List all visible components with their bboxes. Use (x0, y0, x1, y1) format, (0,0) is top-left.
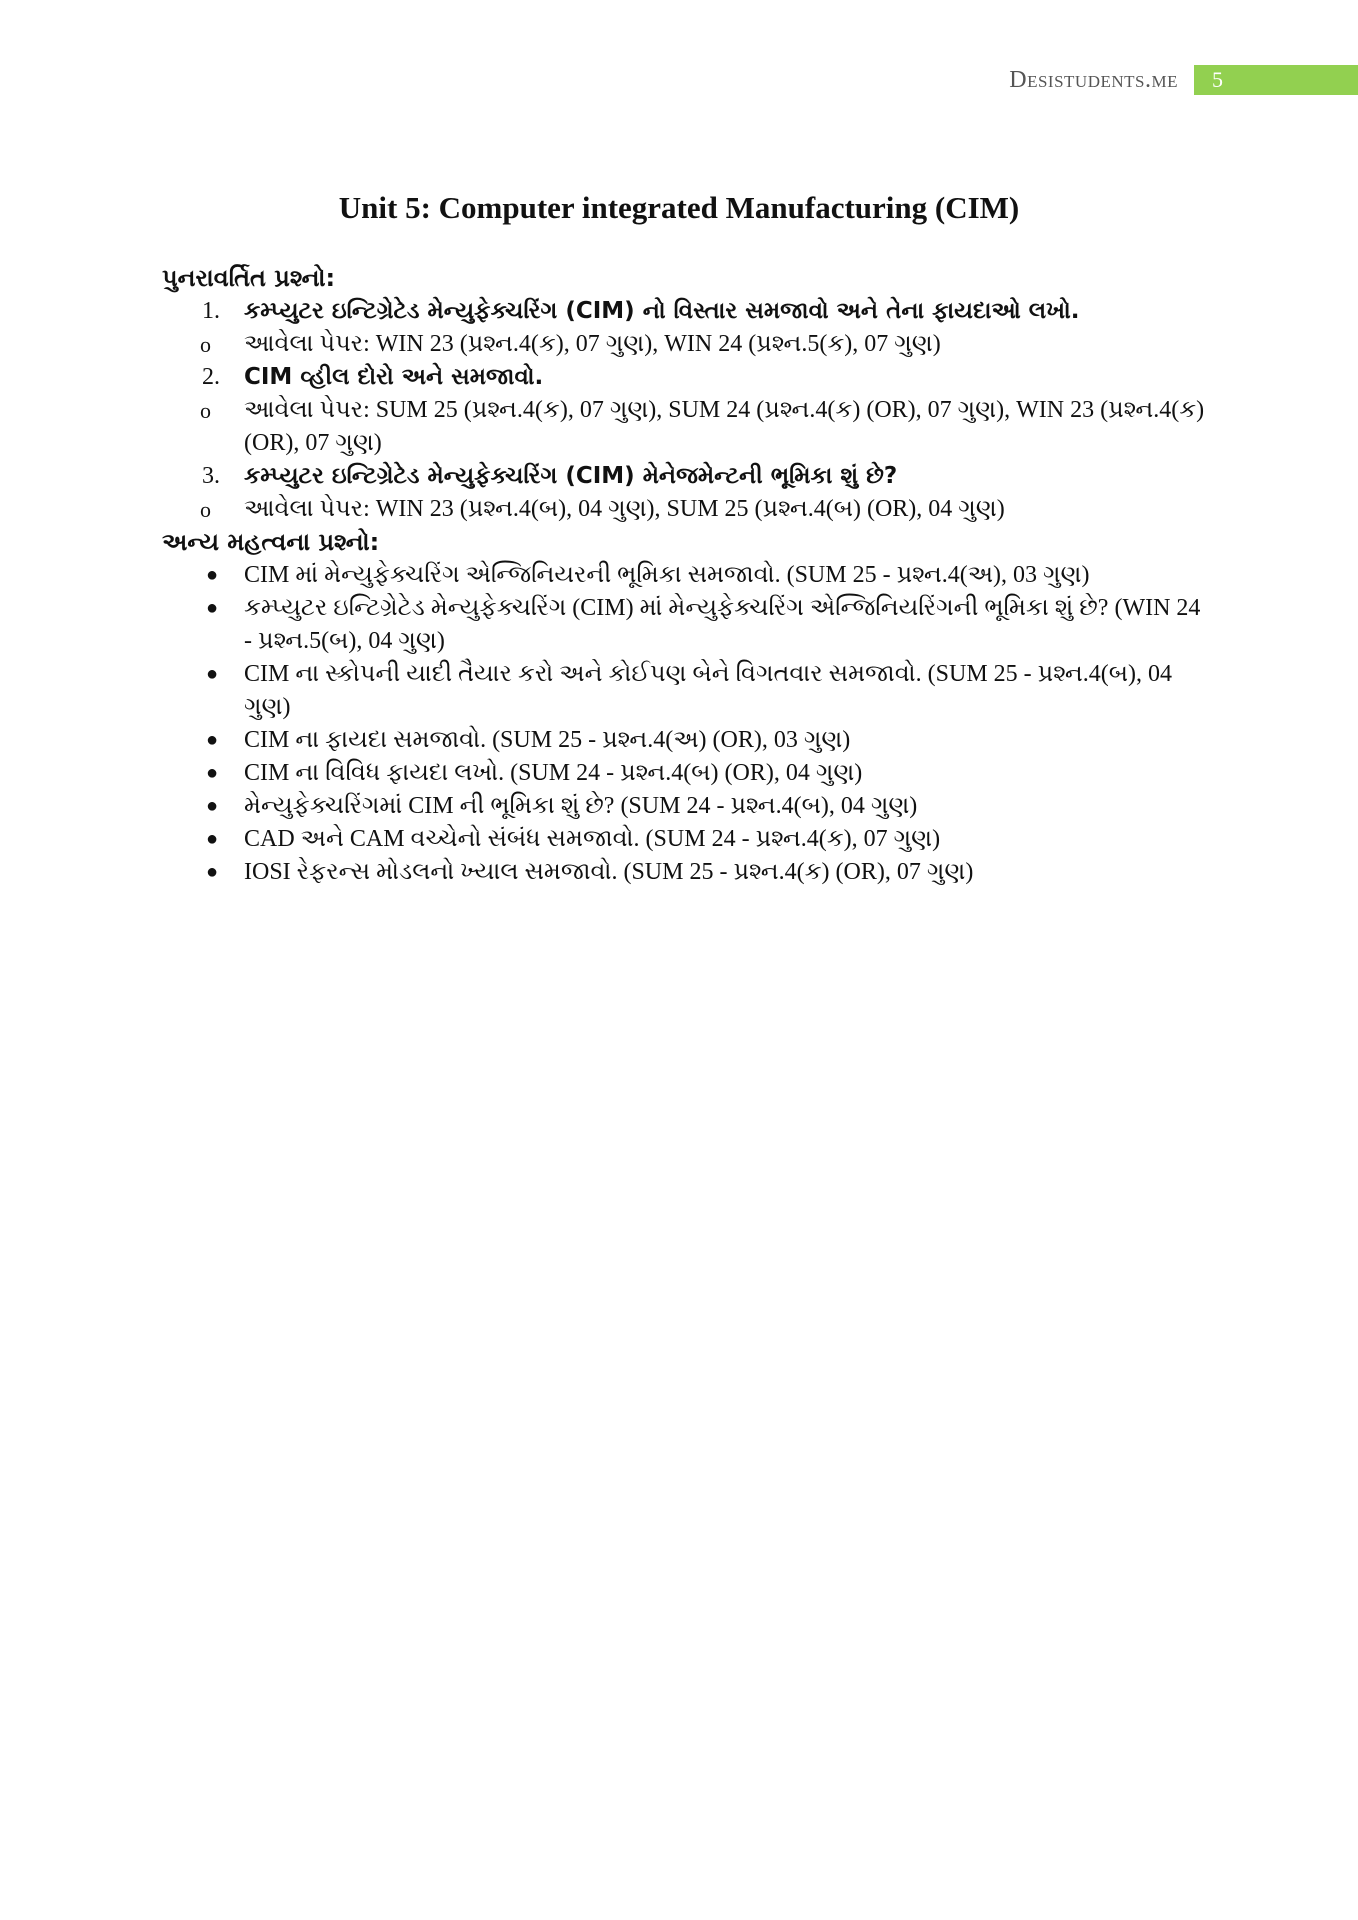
circle-bullet-icon: o (200, 332, 211, 357)
question-text: કમ્પ્યુટર ઇન્ટિગ્રેટેડ મેન્યુફેક્ચરિંગ (CIM) મેનેજમેન્ટની ભૂમિકા શું છે? (244, 463, 898, 489)
paper-list (162, 328, 1212, 361)
paper-list (162, 394, 1212, 460)
paper-list (162, 493, 1212, 526)
repeated-questions-list (162, 460, 1212, 493)
other-questions-list (162, 559, 1212, 889)
question-number: 1. (202, 298, 220, 324)
list-item: ● CIM ના વિવિધ ફાયદા લખો. (SUM 24 - પ્રશ્ન.4(બ) (OR), 04 ગુણ) (162, 757, 1212, 790)
repeated-questions-list (162, 361, 1212, 394)
question-item (162, 361, 1212, 394)
list-item: ● મેન્યુફેક્ચરિંગમાં CIM ની ભૂમિકા શું છે? (SUM 24 - પ્રશ્ન.4(બ), 04 ગુણ) (162, 790, 1212, 823)
circle-bullet-icon: o (200, 497, 211, 522)
bullet-icon: ● (206, 861, 219, 883)
repeated-questions-heading: પુનરાવર્તિત પ્રશ્નો: (162, 264, 336, 292)
list-item: ● CIM માં મેન્યુફેક્ચરિંગ એન્જિનિયરની ભૂમિકા સમજાવો. (SUM 25 - પ્રશ્ન.4(અ), 03 ગુણ) (162, 559, 1212, 592)
list-item: ● કમ્પ્યુટર ઇન્ટિગ્રેટેડ મેન્યુફેક્ચરિંગ (CIM) માં મેન્યુફેક્ચરિંગ એન્જિનિયરિંગની ભૂમિકા શું છે? (WIN 24 - પ્રશ્ન.5(બ), 04 ગુણ) (162, 592, 1212, 658)
question-number: 3. (202, 463, 220, 489)
list-item: ● IOSI રેફરન્સ મોડલનો ખ્યાલ સમજાવો. (SUM 25 - પ્રશ્ન.4(ક) (OR), 07 ગુણ) (162, 856, 1212, 889)
site-name: Desistudents.me (1009, 66, 1178, 93)
other-questions-heading: અન્ય મહત્વના પ્રશ્નો: (162, 528, 380, 556)
bullet-icon: ● (206, 795, 219, 817)
question-text: કમ્પ્યુટર ઇન્ટિગ્રેટેડ મેન્યુફેક્ચરિંગ (CIM) નો વિસ્તાર સમજાવો અને તેના ફાયદાઓ લખો. (244, 298, 1080, 324)
bullet-icon: ● (206, 663, 219, 685)
bullet-icon: ● (206, 597, 219, 619)
question-text: CIM વ્હીલ દોરો અને સમજાવો. (244, 364, 544, 390)
paper-item: o આવેલા પેપર: WIN 23 (પ્રશ્ન.4(બ), 04 ગુણ), SUM 25 (પ્રશ્ન.4(બ) (OR), 04 ગુણ) (244, 493, 1212, 526)
circle-bullet-icon: o (200, 398, 211, 423)
list-item: ● CAD અને CAM વચ્ચેનો સંબંધ સમજાવો. (SUM 24 - પ્રશ્ન.4(ક), 07 ગુણ) (162, 823, 1212, 856)
question-item (162, 460, 1212, 493)
page-title: Unit 5: Computer integrated Manufacturing (CIM) (338, 190, 1020, 225)
page-header (1009, 66, 1358, 94)
repeated-questions-list (162, 295, 1212, 328)
paper-item: o આવેલા પેપર: WIN 23 (પ્રશ્ન.4(ક), 07 ગુણ), WIN 24 (પ્રશ્ન.5(ક), 07 ગુણ) (244, 328, 1212, 361)
page-number: 5 (1194, 65, 1358, 95)
bullet-icon: ● (206, 564, 219, 586)
bullet-icon: ● (206, 762, 219, 784)
bullet-icon: ● (206, 729, 219, 751)
question-number: 2. (202, 364, 220, 390)
document-body (162, 262, 1212, 889)
paper-item: o આવેલા પેપર: SUM 25 (પ્રશ્ન.4(ક), 07 ગુણ), SUM 24 (પ્રશ્ન.4(ક) (OR), 07 ગુણ), WIN 23 (પ્રશ્ન.4(ક) (OR), 07 ગુણ) (244, 394, 1212, 460)
question-item (162, 295, 1212, 328)
list-item: ● CIM ના ફાયદા સમજાવો. (SUM 25 - પ્રશ્ન.4(અ) (OR), 03 ગુણ) (162, 724, 1212, 757)
list-item: ● CIM ના સ્કોપની યાદી તૈયાર કરો અને કોઈપણ બેને વિગતવાર સમજાવો. (SUM 25 - પ્રશ્ન.4(બ), 04 ગુણ) (162, 658, 1212, 724)
bullet-icon: ● (206, 828, 219, 850)
